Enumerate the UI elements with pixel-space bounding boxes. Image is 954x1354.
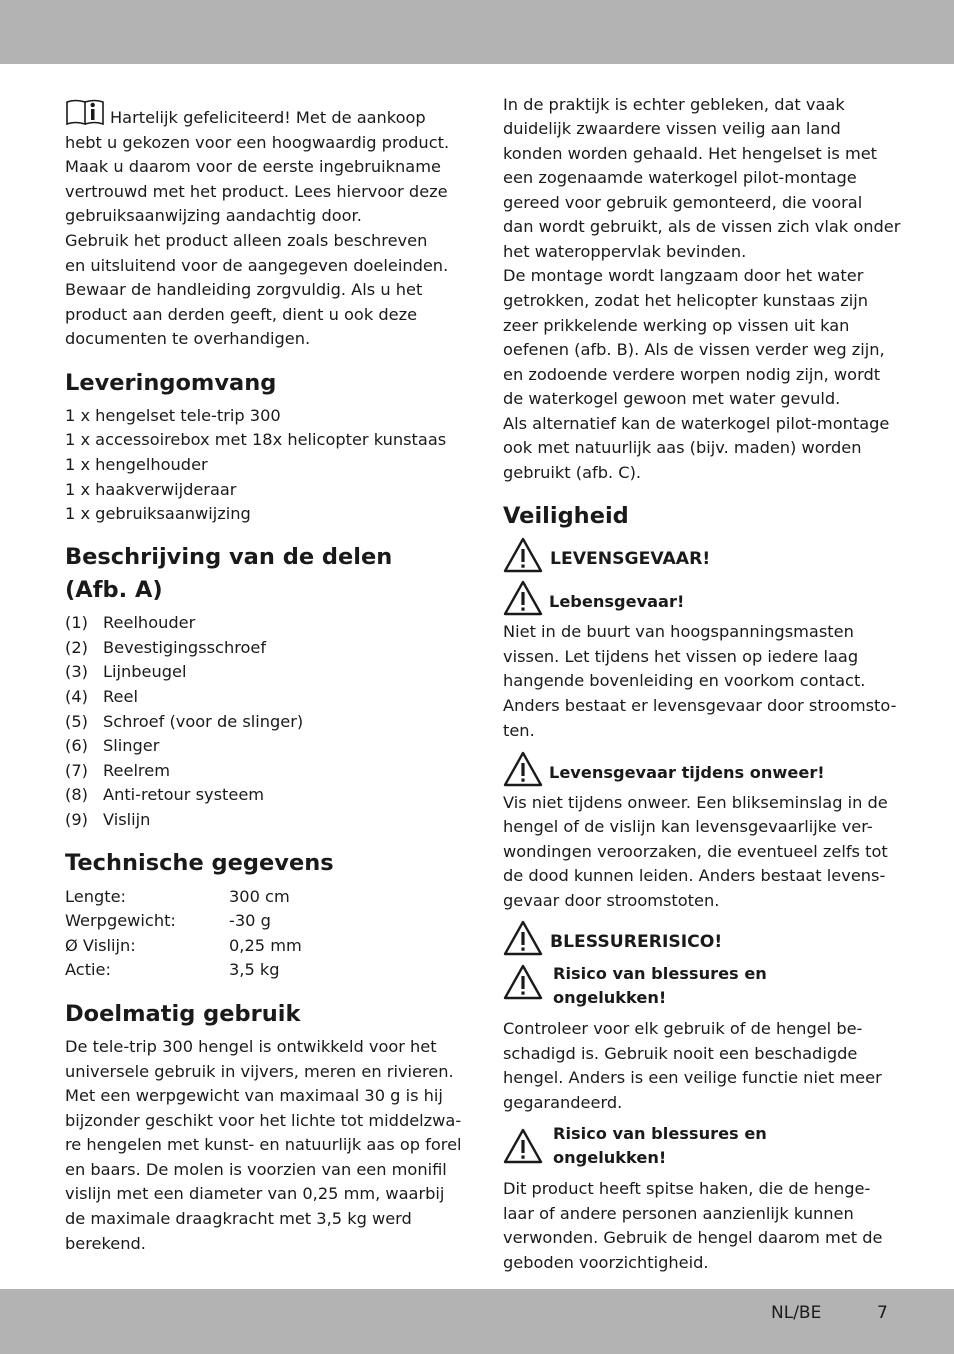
part-label: Lijnbeugel	[103, 662, 187, 681]
text-line: gegarandeerd.	[503, 1093, 623, 1112]
tech-value: 300 cm	[229, 887, 290, 906]
tech-label: Ø Vislijn:	[65, 936, 136, 955]
risico-subheading-line2: ongelukken!	[553, 988, 667, 1007]
part-number: (5)	[65, 712, 88, 731]
part-number: (8)	[65, 785, 88, 804]
text-line: gereed voor gebruik gemonteerd, die vooral	[503, 193, 863, 212]
text-line: de dood kunnen leiden. Anders bestaat levens-	[503, 866, 886, 885]
risico-subheading-line1: Risico van blessures en	[553, 1124, 767, 1143]
intro-line: vertrouwd met het product. Lees hiervoor deze	[65, 182, 448, 201]
warning-triangle-icon	[503, 1128, 543, 1164]
part-number: (7)	[65, 761, 88, 780]
list-item: 1 x hengelset tele-trip 300	[65, 406, 281, 425]
text-line: getrokken, zodat het helicopter kunstaas zijn	[503, 291, 869, 310]
list-item	[65, 734, 159, 759]
page-number: 7	[877, 1303, 888, 1323]
list-item	[65, 611, 195, 636]
text-line: ten.	[503, 721, 535, 740]
text-line: hengel. Anders is een veilige functie niet meer	[503, 1068, 882, 1087]
part-label: Reelhouder	[103, 613, 196, 632]
text-line: de maximale draagkracht met 3,5 kg werd	[65, 1209, 412, 1228]
text-line: de waterkogel gewoon met water gevuld.	[503, 389, 841, 408]
text-line: re hengelen met kunst- en natuurlijk aas op forel	[65, 1135, 462, 1154]
intro-line: en uitsluitend voor de aangegeven doeleinden.	[65, 256, 449, 275]
intro-line: documenten te overhandigen.	[65, 329, 311, 348]
part-label: Reel	[103, 687, 138, 706]
text-line: vislijn met een diameter van 0,25 mm, waarbij	[65, 1184, 445, 1203]
warning-triangle-icon	[503, 580, 543, 616]
part-label: Slinger	[103, 736, 160, 755]
intro-line: Gebruik het product alleen zoals beschreven	[65, 231, 428, 250]
text-line: bijzonder geschikt voor het lichte tot middelzwa-	[65, 1111, 462, 1130]
list-item	[65, 636, 266, 661]
part-number: (9)	[65, 810, 88, 829]
warning-triangle-icon	[503, 964, 543, 1000]
onweer-subheading: Levensgevaar tijdens onweer!	[549, 763, 825, 782]
text-line: en zodoende verdere worpen nodig zijn, wordt	[503, 365, 881, 384]
text-line: De tele-trip 300 hengel is ontwikkeld voor het	[65, 1037, 437, 1056]
part-label: Anti-retour systeem	[103, 785, 265, 804]
text-line: wondingen veroorzaken, die eventueel zelfs tot	[503, 842, 888, 861]
doelmatig-heading: Doelmatig gebruik	[65, 1001, 301, 1027]
part-label: Reelrem	[103, 761, 170, 780]
warning-triangle-icon	[503, 751, 543, 787]
tech-value: -30 g	[229, 911, 271, 930]
text-line: dan wordt gebruikt, als de vissen zich vlak onder	[503, 217, 901, 236]
text-line: gebruikt (afb. C).	[503, 463, 642, 482]
list-item: 1 x gebruiksaanwijzing	[65, 504, 251, 523]
list-item	[65, 710, 303, 735]
text-line: schadigd is. Gebruik nooit een beschadigde	[503, 1044, 858, 1063]
footer-language: NL/BE	[771, 1303, 822, 1323]
text-line: Vis niet tijdens onweer. Een blikseminslag in de	[503, 793, 888, 812]
part-label: Bevestigingsschroef	[103, 638, 267, 657]
text-line: oefenen (afb. B). Als de vissen verder weg zijn,	[503, 340, 885, 359]
info-book-icon	[65, 98, 105, 126]
text-line: laar of andere personen aanzienlijk kunnen	[503, 1204, 854, 1223]
risico-subheading-line2: ongelukken!	[553, 1148, 667, 1167]
levensgevaar-heading: LEVENSGEVAAR!	[550, 549, 711, 569]
text-line: Als alternatief kan de waterkogel pilot-montage	[503, 414, 890, 433]
part-number: (1)	[65, 613, 88, 632]
blessurerisico-heading: BLESSURERISICO!	[550, 932, 723, 952]
part-number: (6)	[65, 736, 88, 755]
warning-triangle-icon	[503, 537, 543, 573]
list-item	[65, 783, 264, 808]
text-line: een zogenaamde waterkogel pilot-montage	[503, 168, 857, 187]
part-number: (3)	[65, 662, 88, 681]
tech-label: Werpgewicht:	[65, 911, 176, 930]
intro-line: product aan derden geeft, dient u ook deze	[65, 305, 418, 324]
lebensgevaar-subheading: Lebensgevaar!	[549, 592, 685, 611]
table-row	[65, 934, 302, 959]
text-line: het wateroppervlak bevinden.	[503, 242, 747, 261]
text-line: De montage wordt langzaam door het water	[503, 266, 864, 285]
part-number: (4)	[65, 687, 88, 706]
tech-label: Lengte:	[65, 887, 126, 906]
list-item: 1 x hengelhouder	[65, 455, 208, 474]
intro-line: gebruiksaanwijzing aandachtig door.	[65, 206, 362, 225]
veiligheid-heading: Veiligheid	[503, 503, 629, 529]
intro-line: hebt u gekozen voor een hoogwaardig product.	[65, 133, 450, 152]
text-line: duidelijk zwaardere vissen veilig aan land	[503, 119, 841, 138]
part-label: Schroef (voor de slinger)	[103, 712, 304, 731]
text-line: Dit product heeft spitse haken, die de henge-	[503, 1179, 871, 1198]
text-line: hengel of de vislijn kan levensgevaarlijke ver-	[503, 817, 873, 836]
table-row	[65, 909, 271, 934]
text-line: ook met natuurlijk aas (bijv. maden) worden	[503, 438, 862, 457]
leveringomvang-heading: Leveringomvang	[65, 370, 277, 396]
text-line: geboden voorzichtigheid.	[503, 1253, 709, 1272]
table-row	[65, 958, 280, 983]
beschrijving-heading-line1: Beschrijving van de delen	[65, 544, 393, 570]
tech-label: Actie:	[65, 960, 111, 979]
intro-line: Bewaar de handleiding zorgvuldig. Als u het	[65, 280, 423, 299]
beschrijving-heading-line2: (Afb. A)	[65, 577, 163, 603]
text-line: zeer prikkelende werking op vissen uit kan	[503, 316, 850, 335]
header-bar	[0, 0, 954, 64]
part-label: Vislijn	[103, 810, 151, 829]
text-line: hangende bovenleiding en voorkom contact.	[503, 671, 866, 690]
list-item	[65, 660, 187, 685]
text-line: gevaar door stroomstoten.	[503, 891, 720, 910]
list-item	[65, 685, 138, 710]
text-line: vissen. Let tijdens het vissen op iedere laag	[503, 647, 859, 666]
text-line: konden worden gehaald. Het hengelset is met	[503, 144, 878, 163]
text-line: berekend.	[65, 1234, 146, 1253]
text-line: Anders bestaat er levensgevaar door stroomsto-	[503, 696, 897, 715]
list-item	[65, 759, 170, 784]
text-line: Niet in de buurt van hoogspanningsmasten	[503, 622, 854, 641]
tech-value: 3,5 kg	[229, 960, 280, 979]
table-row	[65, 885, 290, 910]
text-line: Controleer voor elk gebruik of de hengel be-	[503, 1019, 863, 1038]
text-line: universele gebruik in vijvers, meren en rivieren.	[65, 1062, 454, 1081]
text-line: en baars. De molen is voorzien van een monifil	[65, 1160, 447, 1179]
warning-triangle-icon	[503, 920, 543, 956]
text-line: verwonden. Gebruik de hengel daarom met de	[503, 1228, 883, 1247]
intro-line: Maak u daarom voor de eerste ingebruikname	[65, 157, 441, 176]
tech-value: 0,25 mm	[229, 936, 302, 955]
intro-line: Hartelijk gefeliciteerd! Met de aankoop	[110, 108, 426, 127]
list-item	[65, 808, 150, 833]
list-item: 1 x haakverwijderaar	[65, 480, 237, 499]
text-line: Met een werpgewicht van maximaal 30 g is hij	[65, 1086, 443, 1105]
list-item: 1 x accessoirebox met 18x helicopter kunstaas	[65, 430, 447, 449]
part-number: (2)	[65, 638, 88, 657]
text-line: In de praktijk is echter gebleken, dat vaak	[503, 95, 845, 114]
technische-heading: Technische gegevens	[65, 850, 334, 876]
risico-subheading-line1: Risico van blessures en	[553, 964, 767, 983]
